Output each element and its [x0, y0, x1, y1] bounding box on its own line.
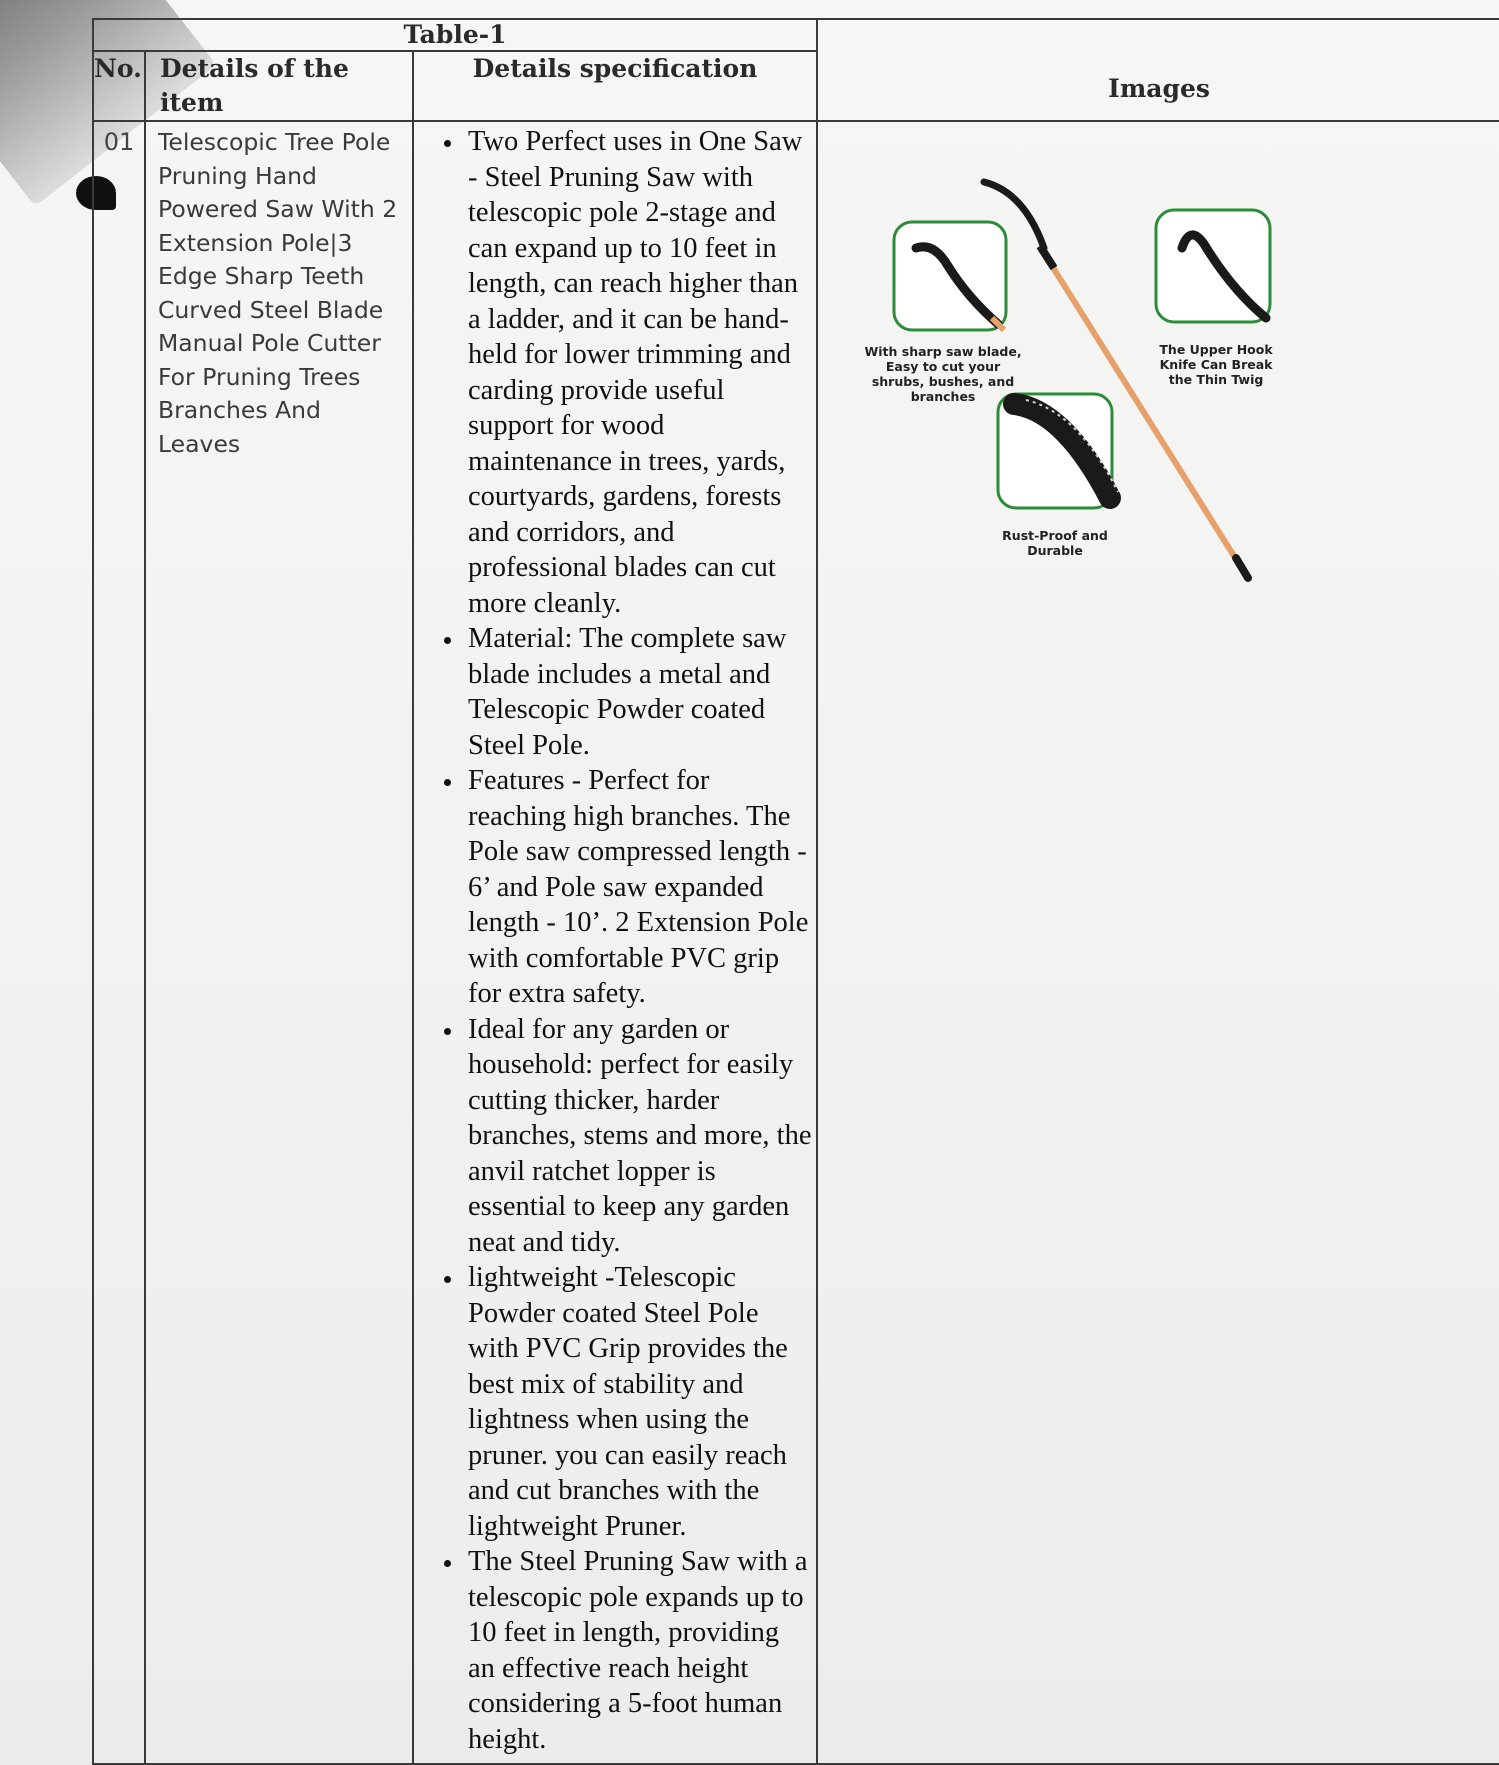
header-sl-no: No.	[93, 51, 145, 121]
header-spec: Details specification	[413, 51, 817, 121]
spec-item: • Material: The complete saw blade includes a metal and Telescopic Powder coated Steel Pole.	[464, 621, 812, 763]
images-title-spacer	[817, 19, 1499, 121]
row-spec	[413, 121, 817, 1764]
spec-list	[414, 124, 812, 1757]
table-row	[93, 121, 1499, 1764]
caption-right: The Upper Hook Knife Can Break the Thin Twig	[1159, 342, 1273, 387]
header-images: Images	[1108, 74, 1210, 103]
spec-item: • The Steel Pruning Saw with a telescopic pole expands up to 10 feet in length, providing an effective reach height considering a 5-foot human height.	[464, 1544, 812, 1757]
product-image	[864, 162, 1324, 592]
spec-item: • Ideal for any garden or household: perfect for easily cutting thicker, harder branches, stems and more, the anvil ratchet lopper is essential to keep any garden neat and tidy.	[464, 1012, 812, 1261]
row-images	[817, 74, 1499, 1764]
caption-bottom: Rust-Proof and Durable	[1002, 528, 1108, 558]
caption-left: With sharp saw blade, Easy to cut your shrubs, bushes, and branches	[864, 344, 1022, 404]
spec-item: • Features - Perfect for reaching high branches. The Pole saw compressed length - 6’ and Pole saw expanded length - 10’. 2 Extension Pole with comfortable PVC grip for extra safety.	[464, 763, 812, 1012]
spec-table	[92, 18, 1499, 1765]
spec-item: • Two Perfect uses in One Saw - Steel Pruning Saw with telescopic pole 2-stage and can expand up to 10 feet in length, can reach higher than a ladder, and it can be hand-held for lower trimming and carding provide useful support for wood maintenance in trees, yards, courtyards, gardens, forests and corridors, and professional blades can cut more cleanly.	[464, 124, 812, 621]
row-sl-no: 01	[93, 121, 145, 1764]
row-item-name: Telescopic Tree Pole Pruning Hand Powered Saw With 2 Extension Pole|3 Edge Sharp Teeth Curved Steel Blade Manual Pole Cutter For Pruning Trees Branches And Leaves	[145, 121, 413, 1764]
header-item: Details of the item	[145, 51, 413, 121]
pole-grip	[1236, 558, 1248, 578]
spec-item: • lightweight -Telescopic Powder coated Steel Pole with PVC Grip provides the best mix of stability and lightness when using the pruner. you can easily reach and cut branches with the lightweight Pruner.	[464, 1260, 812, 1544]
table-title: Table-1	[93, 19, 817, 51]
